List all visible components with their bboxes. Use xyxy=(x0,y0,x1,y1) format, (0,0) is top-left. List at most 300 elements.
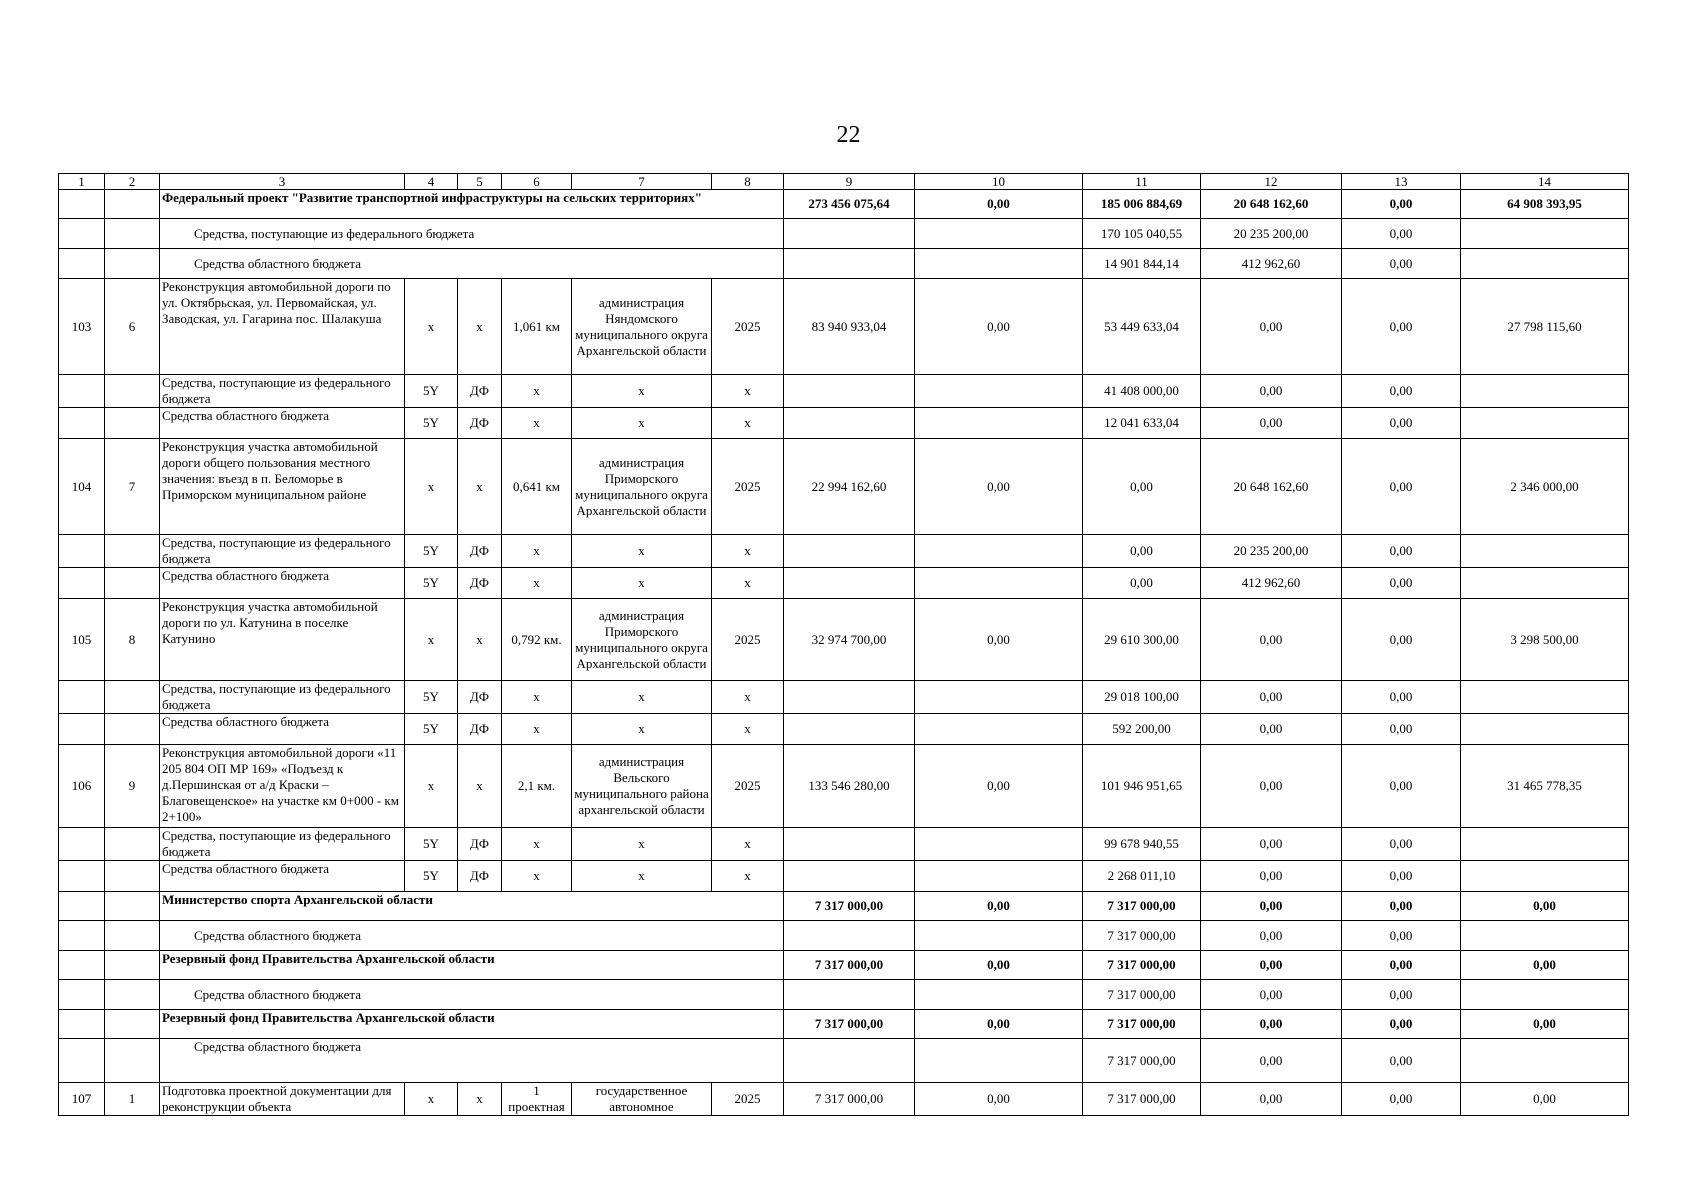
cell-empty xyxy=(784,219,915,249)
funding-source-row xyxy=(59,1039,1629,1083)
item-description: Реконструкция автомобильной дороги по ул. Октябрьская, ул. Первомайская, ул. Заводская, ул. Гагарина пос. Шалакуша xyxy=(160,279,405,375)
cell-col13: 0,00 xyxy=(1342,980,1461,1010)
cell-empty xyxy=(59,219,105,249)
column-header-11: 11 xyxy=(1083,174,1201,190)
cell-col7: администрация Приморского муниципального округа Архангельской области xyxy=(572,439,712,535)
cell-empty xyxy=(59,828,105,861)
cell-col13: 0,00 xyxy=(1342,921,1461,951)
cell-col4: 5Y xyxy=(405,681,458,714)
cell-col5: ДФ xyxy=(458,681,502,714)
cell-empty xyxy=(784,1039,915,1083)
cell-col6: х xyxy=(502,681,572,714)
section-title: Министерство спорта Архангельской области xyxy=(160,892,784,921)
cell-empty xyxy=(105,921,160,951)
cell-col13: 0,00 xyxy=(1342,375,1461,408)
cell-empty xyxy=(59,190,105,219)
cell-col12: 0,00 xyxy=(1201,408,1342,439)
cell-col12: 0,00 xyxy=(1201,681,1342,714)
cell-col4: 5Y xyxy=(405,535,458,568)
cell-empty xyxy=(59,1039,105,1083)
cell-empty xyxy=(105,861,160,892)
column-header-12: 12 xyxy=(1201,174,1342,190)
cell-col9: 7 317 000,00 xyxy=(784,1083,915,1116)
cell-empty xyxy=(784,408,915,439)
cell-col13: 0,00 xyxy=(1342,828,1461,861)
cell-empty xyxy=(915,861,1083,892)
cell-empty xyxy=(59,568,105,599)
cell-empty xyxy=(915,535,1083,568)
cell-col11: 53 449 633,04 xyxy=(1083,279,1201,375)
item-funding-row xyxy=(59,568,1629,599)
cell-col10: 0,00 xyxy=(915,190,1083,219)
cell-col11: 12 041 633,04 xyxy=(1083,408,1201,439)
cell-col12: 412 962,60 xyxy=(1201,249,1342,279)
cell-col12: 0,00 xyxy=(1201,1039,1342,1083)
cell-empty xyxy=(784,375,915,408)
cell-col13: 0,00 xyxy=(1342,951,1461,980)
cell-col9: 22 994 162,60 xyxy=(784,439,915,535)
funding-source-row xyxy=(59,980,1629,1010)
column-header-2: 2 xyxy=(105,174,160,190)
column-header-14: 14 xyxy=(1461,174,1629,190)
cell-col11: 7 317 000,00 xyxy=(1083,951,1201,980)
cell-col12: 20 648 162,60 xyxy=(1201,190,1342,219)
cell-col8: х xyxy=(712,861,784,892)
cell-col13: 0,00 xyxy=(1342,861,1461,892)
cell-empty xyxy=(1461,568,1629,599)
funding-source-label: Средства областного бюджета xyxy=(160,980,784,1010)
cell-col12: 0,00 xyxy=(1201,375,1342,408)
section-row xyxy=(59,951,1629,980)
cell-col12: 0,00 xyxy=(1201,921,1342,951)
cell-col13: 0,00 xyxy=(1342,1039,1461,1083)
cell-empty xyxy=(1461,681,1629,714)
cell-empty xyxy=(915,219,1083,249)
cell-empty xyxy=(915,828,1083,861)
cell-empty xyxy=(105,828,160,861)
cell-col13: 0,00 xyxy=(1342,681,1461,714)
cell-col14: 64 908 393,95 xyxy=(1461,190,1629,219)
cell-empty xyxy=(59,375,105,408)
section-title: Федеральный проект "Развитие транспортной инфраструктуры на сельских территориях" xyxy=(160,190,784,219)
cell-col10: 0,00 xyxy=(915,1010,1083,1039)
cell-col12: 0,00 xyxy=(1201,279,1342,375)
cell-col12: 0,00 xyxy=(1201,714,1342,745)
cell-col6: х xyxy=(502,861,572,892)
item-description: Реконструкция автомобильной дороги «11 205 804 ОП МР 169» «Подъезд к д.Першинская от а/д Краски – Благовещенское» на участке км 0+000 - км 2+100» xyxy=(160,745,405,828)
item-funding-label: Средства, поступающие из федерального бюджета xyxy=(160,681,405,714)
cell-col5: ДФ xyxy=(458,375,502,408)
cell-col13: 0,00 xyxy=(1342,249,1461,279)
section-title: Резервный фонд Правительства Архангельской области xyxy=(160,951,784,980)
cell-empty xyxy=(784,249,915,279)
cell-empty xyxy=(105,951,160,980)
funding-source-label: Средства областного бюджета xyxy=(160,249,784,279)
cell-col11: 185 006 884,69 xyxy=(1083,190,1201,219)
cell-col11: 7 317 000,00 xyxy=(1083,980,1201,1010)
cell-col5: х xyxy=(458,1083,502,1116)
cell-col4: 5Y xyxy=(405,375,458,408)
cell-col1: 105 xyxy=(59,599,105,681)
cell-col12: 0,00 xyxy=(1201,951,1342,980)
cell-col7: х xyxy=(572,714,712,745)
cell-empty xyxy=(1461,828,1629,861)
cell-col8: 2025 xyxy=(712,599,784,681)
cell-col4: 5Y xyxy=(405,861,458,892)
cell-empty xyxy=(1461,921,1629,951)
cell-empty xyxy=(105,568,160,599)
cell-col5: ДФ xyxy=(458,408,502,439)
cell-col9: 32 974 700,00 xyxy=(784,599,915,681)
cell-col5: х xyxy=(458,279,502,375)
cell-empty xyxy=(105,408,160,439)
cell-empty xyxy=(784,535,915,568)
cell-col7: х xyxy=(572,828,712,861)
cell-col11: 7 317 000,00 xyxy=(1083,892,1201,921)
cell-empty xyxy=(105,892,160,921)
cell-col1: 106 xyxy=(59,745,105,828)
item-funding-label: Средства областного бюджета xyxy=(160,861,405,892)
cell-empty xyxy=(784,980,915,1010)
item-row xyxy=(59,279,1629,375)
cell-col6: 0,792 км. xyxy=(502,599,572,681)
cell-col14: 0,00 xyxy=(1461,951,1629,980)
cell-col6: х xyxy=(502,714,572,745)
funding-source-row xyxy=(59,921,1629,951)
cell-empty xyxy=(1461,375,1629,408)
cell-col10: 0,00 xyxy=(915,1083,1083,1116)
item-description: Подготовка проектной документации для реконструкции объекта xyxy=(160,1083,405,1116)
cell-col11: 29 018 100,00 xyxy=(1083,681,1201,714)
cell-col4: 5Y xyxy=(405,408,458,439)
cell-col10: 0,00 xyxy=(915,279,1083,375)
cell-empty xyxy=(784,681,915,714)
cell-col13: 0,00 xyxy=(1342,279,1461,375)
cell-col9: 83 940 933,04 xyxy=(784,279,915,375)
item-funding-label: Средства областного бюджета xyxy=(160,714,405,745)
cell-empty xyxy=(105,375,160,408)
item-funding-row xyxy=(59,375,1629,408)
cell-col6: х xyxy=(502,568,572,599)
cell-col11: 2 268 011,10 xyxy=(1083,861,1201,892)
column-header-9: 9 xyxy=(784,174,915,190)
cell-col1: 103 xyxy=(59,279,105,375)
cell-col11: 14 901 844,14 xyxy=(1083,249,1201,279)
cell-col8: 2025 xyxy=(712,1083,784,1116)
cell-col8: х xyxy=(712,375,784,408)
cell-col12: 412 962,60 xyxy=(1201,568,1342,599)
cell-empty xyxy=(59,714,105,745)
item-funding-row xyxy=(59,408,1629,439)
header-row xyxy=(59,174,1629,190)
item-funding-row xyxy=(59,535,1629,568)
cell-col9: 7 317 000,00 xyxy=(784,951,915,980)
cell-empty xyxy=(1461,980,1629,1010)
cell-col8: х xyxy=(712,408,784,439)
cell-empty xyxy=(915,921,1083,951)
cell-col5: ДФ xyxy=(458,861,502,892)
cell-col7: администрация Приморского муниципального округа Архангельской области xyxy=(572,599,712,681)
cell-empty xyxy=(1461,1039,1629,1083)
cell-col10: 0,00 xyxy=(915,439,1083,535)
cell-empty xyxy=(105,249,160,279)
cell-col2: 7 xyxy=(105,439,160,535)
budget-table xyxy=(58,173,1629,1116)
cell-col13: 0,00 xyxy=(1342,714,1461,745)
cell-empty xyxy=(59,408,105,439)
column-header-7: 7 xyxy=(572,174,712,190)
cell-col14: 2 346 000,00 xyxy=(1461,439,1629,535)
item-row xyxy=(59,745,1629,828)
cell-empty xyxy=(915,980,1083,1010)
cell-empty xyxy=(105,980,160,1010)
cell-col7: администрация Няндомского муниципального округа Архангельской области xyxy=(572,279,712,375)
cell-empty xyxy=(105,1039,160,1083)
funding-source-row xyxy=(59,249,1629,279)
item-description: Реконструкция участка автомобильной дороги по ул. Катунина в поселке Катунино xyxy=(160,599,405,681)
cell-col14: 27 798 115,60 xyxy=(1461,279,1629,375)
item-funding-row xyxy=(59,681,1629,714)
cell-col11: 7 317 000,00 xyxy=(1083,1010,1201,1039)
cell-col12: 20 235 200,00 xyxy=(1201,535,1342,568)
cell-col11: 101 946 951,65 xyxy=(1083,745,1201,828)
cell-empty xyxy=(915,408,1083,439)
column-header-6: 6 xyxy=(502,174,572,190)
cell-col5: ДФ xyxy=(458,535,502,568)
cell-col14: 0,00 xyxy=(1461,1010,1629,1039)
cell-empty xyxy=(1461,249,1629,279)
cell-col11: 7 317 000,00 xyxy=(1083,921,1201,951)
cell-empty xyxy=(105,1010,160,1039)
cell-col13: 0,00 xyxy=(1342,568,1461,599)
cell-col8: 2025 xyxy=(712,745,784,828)
cell-col11: 7 317 000,00 xyxy=(1083,1083,1201,1116)
cell-col8: 2025 xyxy=(712,279,784,375)
cell-empty xyxy=(915,1039,1083,1083)
cell-empty xyxy=(784,921,915,951)
cell-col7: х xyxy=(572,408,712,439)
cell-col4: х xyxy=(405,279,458,375)
cell-empty xyxy=(105,190,160,219)
cell-col5: ДФ xyxy=(458,714,502,745)
cell-col10: 0,00 xyxy=(915,892,1083,921)
cell-col7: х xyxy=(572,535,712,568)
cell-empty xyxy=(915,714,1083,745)
cell-col4: 5Y xyxy=(405,828,458,861)
column-header-1: 1 xyxy=(59,174,105,190)
funding-source-label: Средства, поступающие из федерального бюджета xyxy=(160,219,784,249)
item-row xyxy=(59,599,1629,681)
cell-col11: 0,00 xyxy=(1083,568,1201,599)
cell-empty xyxy=(59,681,105,714)
page-number: 22 xyxy=(836,122,861,148)
cell-col12: 0,00 xyxy=(1201,599,1342,681)
cell-empty xyxy=(59,980,105,1010)
cell-col13: 0,00 xyxy=(1342,892,1461,921)
cell-empty xyxy=(915,681,1083,714)
cell-col13: 0,00 xyxy=(1342,535,1461,568)
section-row xyxy=(59,892,1629,921)
cell-empty xyxy=(59,1010,105,1039)
item-row xyxy=(59,439,1629,535)
cell-col11: 0,00 xyxy=(1083,439,1201,535)
cell-col14: 0,00 xyxy=(1461,892,1629,921)
cell-col6: 0,641 км xyxy=(502,439,572,535)
cell-empty xyxy=(59,861,105,892)
cell-col12: 0,00 xyxy=(1201,828,1342,861)
cell-empty xyxy=(1461,408,1629,439)
cell-col7: х xyxy=(572,375,712,408)
cell-col6: 1,061 км xyxy=(502,279,572,375)
cell-col6: 1 проектная xyxy=(502,1083,572,1116)
column-header-4: 4 xyxy=(405,174,458,190)
funding-source-label: Средства областного бюджета xyxy=(160,921,784,951)
cell-col8: х xyxy=(712,714,784,745)
cell-col8: 2025 xyxy=(712,439,784,535)
cell-empty xyxy=(105,681,160,714)
cell-empty xyxy=(59,249,105,279)
cell-col6: 2,1 км. xyxy=(502,745,572,828)
cell-empty xyxy=(59,535,105,568)
cell-col13: 0,00 xyxy=(1342,439,1461,535)
cell-col7: х xyxy=(572,568,712,599)
cell-col1: 104 xyxy=(59,439,105,535)
cell-col12: 20 235 200,00 xyxy=(1201,219,1342,249)
cell-col7: х xyxy=(572,861,712,892)
cell-col10: 0,00 xyxy=(915,951,1083,980)
section-title: Резервный фонд Правительства Архангельской области xyxy=(160,1010,784,1039)
cell-col4: х xyxy=(405,439,458,535)
cell-empty xyxy=(105,714,160,745)
funding-source-label: Средства областного бюджета xyxy=(160,1039,784,1083)
cell-col12: 0,00 xyxy=(1201,892,1342,921)
cell-col12: 20 648 162,60 xyxy=(1201,439,1342,535)
cell-col10: 0,00 xyxy=(915,745,1083,828)
cell-col13: 0,00 xyxy=(1342,1010,1461,1039)
cell-col2: 1 xyxy=(105,1083,160,1116)
item-row xyxy=(59,1083,1629,1116)
cell-col9: 7 317 000,00 xyxy=(784,892,915,921)
cell-empty xyxy=(59,921,105,951)
cell-col11: 99 678 940,55 xyxy=(1083,828,1201,861)
cell-col4: х xyxy=(405,1083,458,1116)
cell-empty xyxy=(915,375,1083,408)
cell-empty xyxy=(1461,861,1629,892)
cell-empty xyxy=(59,892,105,921)
cell-col12: 0,00 xyxy=(1201,980,1342,1010)
cell-col13: 0,00 xyxy=(1342,190,1461,219)
cell-col9: 133 546 280,00 xyxy=(784,745,915,828)
column-header-13: 13 xyxy=(1342,174,1461,190)
cell-col6: х xyxy=(502,535,572,568)
cell-empty xyxy=(1461,219,1629,249)
cell-col10: 0,00 xyxy=(915,599,1083,681)
item-funding-row xyxy=(59,714,1629,745)
cell-col13: 0,00 xyxy=(1342,219,1461,249)
cell-col8: х xyxy=(712,568,784,599)
cell-col4: 5Y xyxy=(405,568,458,599)
cell-col13: 0,00 xyxy=(1342,599,1461,681)
column-header-8: 8 xyxy=(712,174,784,190)
cell-empty xyxy=(1461,535,1629,568)
section-row xyxy=(59,1010,1629,1039)
cell-col4: х xyxy=(405,599,458,681)
cell-col7: х xyxy=(572,681,712,714)
cell-col12: 0,00 xyxy=(1201,861,1342,892)
cell-col5: х xyxy=(458,745,502,828)
item-funding-label: Средства областного бюджета xyxy=(160,568,405,599)
cell-col12: 0,00 xyxy=(1201,1083,1342,1116)
cell-empty xyxy=(915,249,1083,279)
cell-empty xyxy=(784,714,915,745)
cell-col1: 107 xyxy=(59,1083,105,1116)
item-funding-label: Средства, поступающие из федерального бюджета xyxy=(160,375,405,408)
cell-col8: х xyxy=(712,828,784,861)
cell-col4: 5Y xyxy=(405,714,458,745)
cell-col13: 0,00 xyxy=(1342,745,1461,828)
cell-col9: 273 456 075,64 xyxy=(784,190,915,219)
funding-source-row xyxy=(59,219,1629,249)
cell-empty xyxy=(105,219,160,249)
cell-col14: 0,00 xyxy=(1461,1083,1629,1116)
cell-col11: 7 317 000,00 xyxy=(1083,1039,1201,1083)
cell-empty xyxy=(784,828,915,861)
cell-col11: 29 610 300,00 xyxy=(1083,599,1201,681)
cell-col11: 0,00 xyxy=(1083,535,1201,568)
cell-col5: ДФ xyxy=(458,828,502,861)
cell-col6: х xyxy=(502,375,572,408)
cell-col13: 0,00 xyxy=(1342,1083,1461,1116)
column-header-10: 10 xyxy=(915,174,1083,190)
cell-col2: 6 xyxy=(105,279,160,375)
cell-col14: 3 298 500,00 xyxy=(1461,599,1629,681)
column-header-5: 5 xyxy=(458,174,502,190)
cell-empty xyxy=(105,535,160,568)
cell-col11: 592 200,00 xyxy=(1083,714,1201,745)
item-funding-label: Средства, поступающие из федерального бюджета xyxy=(160,535,405,568)
cell-empty xyxy=(784,861,915,892)
cell-col12: 0,00 xyxy=(1201,745,1342,828)
cell-col11: 41 408 000,00 xyxy=(1083,375,1201,408)
cell-empty xyxy=(59,951,105,980)
cell-col7: администрация Вельского муниципального района архангельской области xyxy=(572,745,712,828)
cell-col5: х xyxy=(458,439,502,535)
cell-col5: х xyxy=(458,599,502,681)
cell-col6: х xyxy=(502,828,572,861)
item-funding-row xyxy=(59,828,1629,861)
cell-col7: государственное автономное xyxy=(572,1083,712,1116)
cell-empty xyxy=(784,568,915,599)
cell-col2: 8 xyxy=(105,599,160,681)
cell-col11: 170 105 040,55 xyxy=(1083,219,1201,249)
cell-col9: 7 317 000,00 xyxy=(784,1010,915,1039)
cell-col4: х xyxy=(405,745,458,828)
cell-col12: 0,00 xyxy=(1201,1010,1342,1039)
cell-col13: 0,00 xyxy=(1342,408,1461,439)
cell-col6: х xyxy=(502,408,572,439)
cell-col2: 9 xyxy=(105,745,160,828)
cell-empty xyxy=(1461,714,1629,745)
cell-col5: ДФ xyxy=(458,568,502,599)
item-funding-label: Средства областного бюджета xyxy=(160,408,405,439)
item-funding-row xyxy=(59,861,1629,892)
section-row xyxy=(59,190,1629,219)
column-header-3: 3 xyxy=(160,174,405,190)
item-funding-label: Средства, поступающие из федерального бюджета xyxy=(160,828,405,861)
cell-empty xyxy=(915,568,1083,599)
item-description: Реконструкция участка автомобильной дороги общего пользования местного значения: въезд в п. Беломорье в Приморском муниципальном районе xyxy=(160,439,405,535)
cell-col14: 31 465 778,35 xyxy=(1461,745,1629,828)
